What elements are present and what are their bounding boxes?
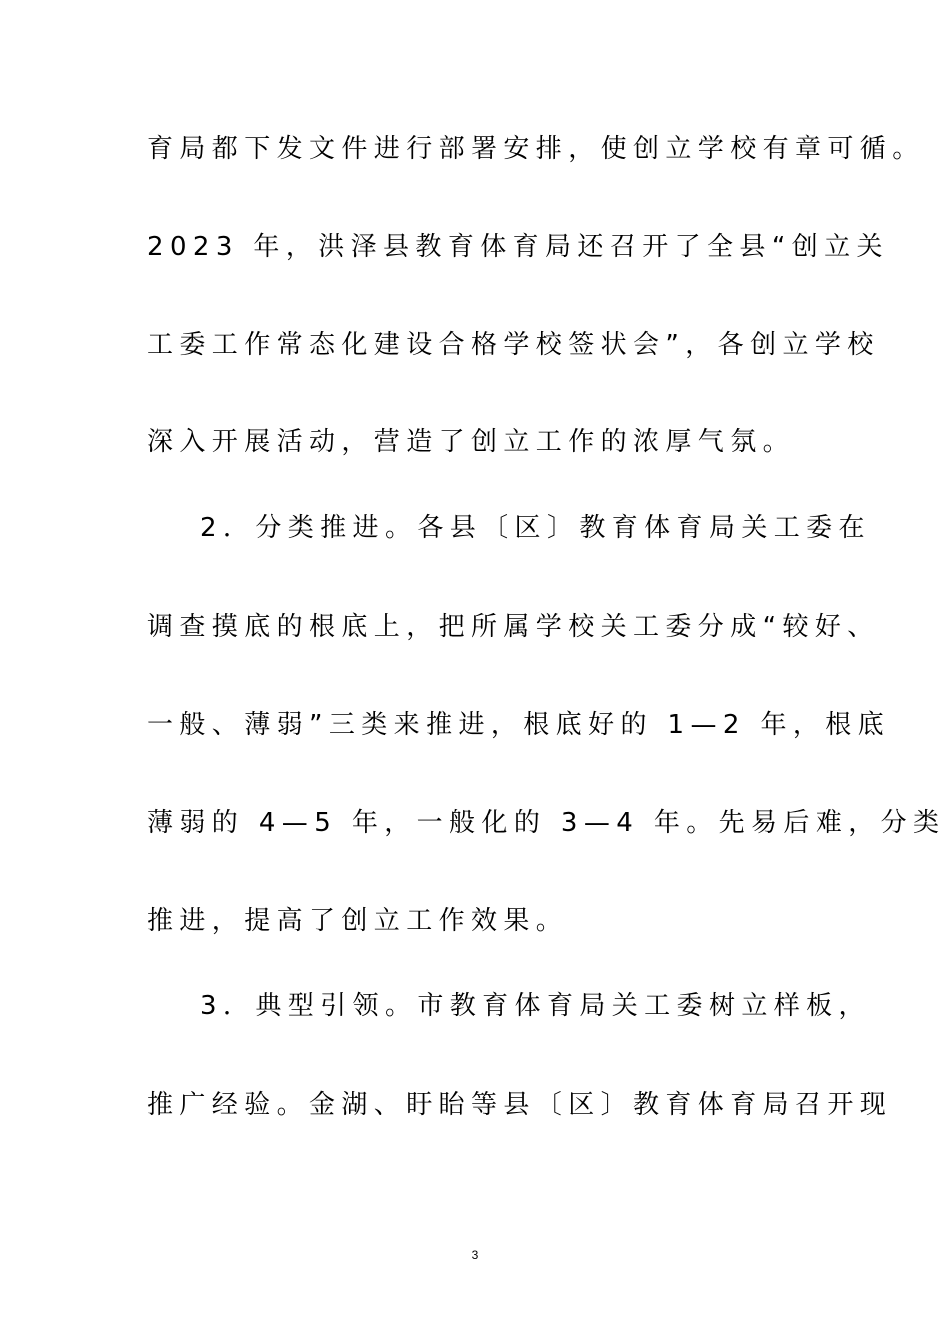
page-number: 3 (471, 1248, 479, 1262)
paragraph-start-line: 2．分类推进。各县〔区〕教育体育局关工委在 (200, 513, 871, 543)
text-line: 调查摸底的根底上，把所属学校关工委分成“较好、 (147, 612, 880, 642)
text-line: 薄弱的 4—5 年，一般化的 3—4 年。先易后难，分类 (147, 808, 946, 838)
text-line: 一般、薄弱”三类来推进，根底好的 1—2 年，根底 (147, 710, 891, 740)
text-line: 推广经验。金湖、盱眙等县〔区〕教育体育局召开现 (147, 1090, 893, 1120)
text-line: 2023 年，洪泽县教育体育局还召开了全县“创立关 (147, 232, 889, 262)
text-line: 工委工作常态化建设合格学校签状会”，各创立学校 (147, 330, 880, 360)
text-line: 深入开展活动，营造了创立工作的浓厚气氛。 (147, 427, 796, 457)
text-line: 推进，提高了创立工作效果。 (147, 906, 569, 936)
text-line: 育局都下发文件进行部署安排，使创立学校有章可循。 (147, 134, 925, 164)
paragraph-start-line: 3．典型引领。市教育体育局关工委树立样板， (200, 991, 871, 1021)
